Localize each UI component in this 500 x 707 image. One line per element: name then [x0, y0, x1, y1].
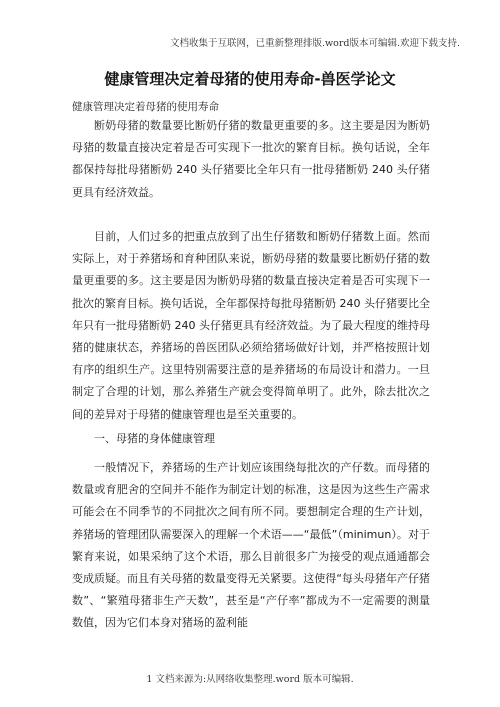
header-note: 文档收集于互联网，已重新整理排版.word版本可编辑.欢迎下载支持. — [169, 38, 460, 49]
document-title: 健康管理决定着母猪的使用寿命-兽医学论文 — [104, 70, 396, 88]
paragraph-3: 一般情况下，养猪场的生产计划应该围绕每批次的产仔数。而母猪的数量或育肥舍的空间并不能作为制定计划的标准，这是因为这些生产需求可能会在不同季节的不同批次之间有所不同。要想制定合理的生产计划，养猪场的管理团队需要深入的理解一个术语——“最低”（minimun）。对于繁育来说，如果采纳了这个术语，那么目前很多广为接受的观点通通都会变成质疑。而且有关母猪的数量变得无关紧要。这使得“每头母猪年产仔猪数”、“繁殖母猪非生产天数”，甚至是“产仔率”都成为不一定需要的测量数值，因为它们本身对猪场的盈利能 — [72, 461, 430, 630]
paragraph-1: 断奶母猪的数量要比断奶仔猪的数量更重要的多。这主要是因为断奶母猪的数量直接决定着是否可实现下一批次的繁育目标。换句话说，全年都保持每批母猪断奶 240 头仔猪要比全年只有一批母猪断奶 240 头仔猪更具有经济效益。 — [72, 119, 430, 199]
footer-note: 1 文档来源为:从网络收集整理.word 版本可编辑. — [146, 674, 354, 685]
section-heading: 一、母猪的身体健康管理 — [94, 432, 215, 445]
paragraph-2: 目前，人们过多的把重点放到了出生仔猪数和断奶仔猪数上面。然而实际上，对于养猪场和育种团队来说，断奶母猪的数量要比断奶仔猪的数量更重要的多。这主要是因为断奶母猪的数量直接决定着是否可实现下一批次的繁育目标。换句话说，全年都保持每批母猪断奶 240 头仔猪要比全年只有一批母猪断奶 240 头仔猪更具有经济效益。为了最大程度的维持母猪的健康状态，养猪场的兽医团队必须给猪场做好计划，并严格按照计划有序的组织生产。这里特别需要注意的是养猪场的布局设计和潜力。一旦制定了合理的计划，那么养猪生产就会变得简单明了。此外，除去批次之间的差异对于母猪的健康管理也是至关重要的。 — [72, 230, 430, 421]
subtitle: 健康管理决定着母猪的使用寿命 — [72, 101, 219, 113]
